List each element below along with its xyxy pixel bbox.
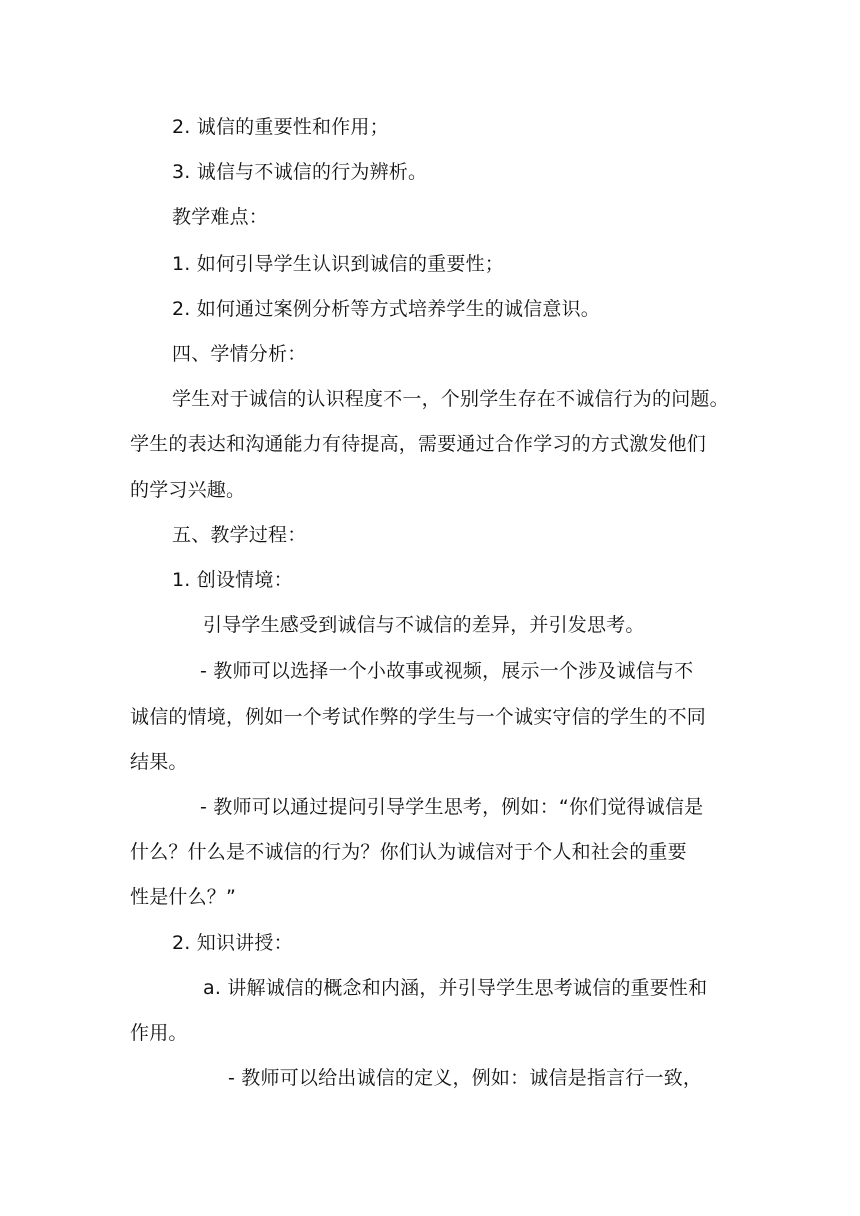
text-line: 学生对于诚信的认识程度不一，个别学生存在不诚信行为的问题。 [172, 388, 729, 410]
text-line: 作用。 [130, 1022, 188, 1044]
text-line: 1. 创设情境： [172, 569, 293, 591]
text-line: 性是什么？” [130, 886, 237, 908]
text-line: - 教师可以给出诚信的定义，例如：诚信是指言行一致， [228, 1067, 703, 1089]
text-line: 诚信的情境，例如一个考试作弊的学生与一个诚实守信的学生的不同 [130, 706, 707, 728]
text-line: 3. 诚信与不诚信的行为辨析。 [172, 161, 428, 183]
section-heading: 四、学情分析： [172, 343, 307, 365]
text-line: 什么？什么是不诚信的行为？你们认为诚信对于个人和社会的重要 [130, 841, 687, 863]
text-line: - 教师可以通过提问引导学生思考，例如：“你们觉得诚信是 [200, 796, 704, 818]
text-line: a. 讲解诚信的概念和内涵，并引导学生思考诚信的重要性和 [203, 977, 708, 999]
text-line: 学生的表达和沟通能力有待提高，需要通过合作学习的方式激发他们 [130, 433, 707, 455]
text-line: 引导学生感受到诚信与不诚信的差异，并引发思考。 [203, 614, 645, 636]
text-line: 2. 诚信的重要性和作用； [172, 116, 389, 138]
text-line: - 教师可以选择一个小故事或视频，展示一个涉及诚信与不 [200, 660, 694, 682]
text-line: 结果。 [130, 751, 188, 773]
text-line: 1. 如何引导学生认识到诚信的重要性； [172, 253, 504, 275]
section-heading: 教学难点： [172, 206, 269, 228]
text-line: 2. 如何通过案例分析等方式培养学生的诚信意识。 [172, 298, 600, 320]
section-heading: 五、教学过程： [172, 524, 307, 546]
text-line: 的学习兴趣。 [130, 479, 246, 501]
section-heading: 2. 知识讲授： [172, 932, 293, 954]
